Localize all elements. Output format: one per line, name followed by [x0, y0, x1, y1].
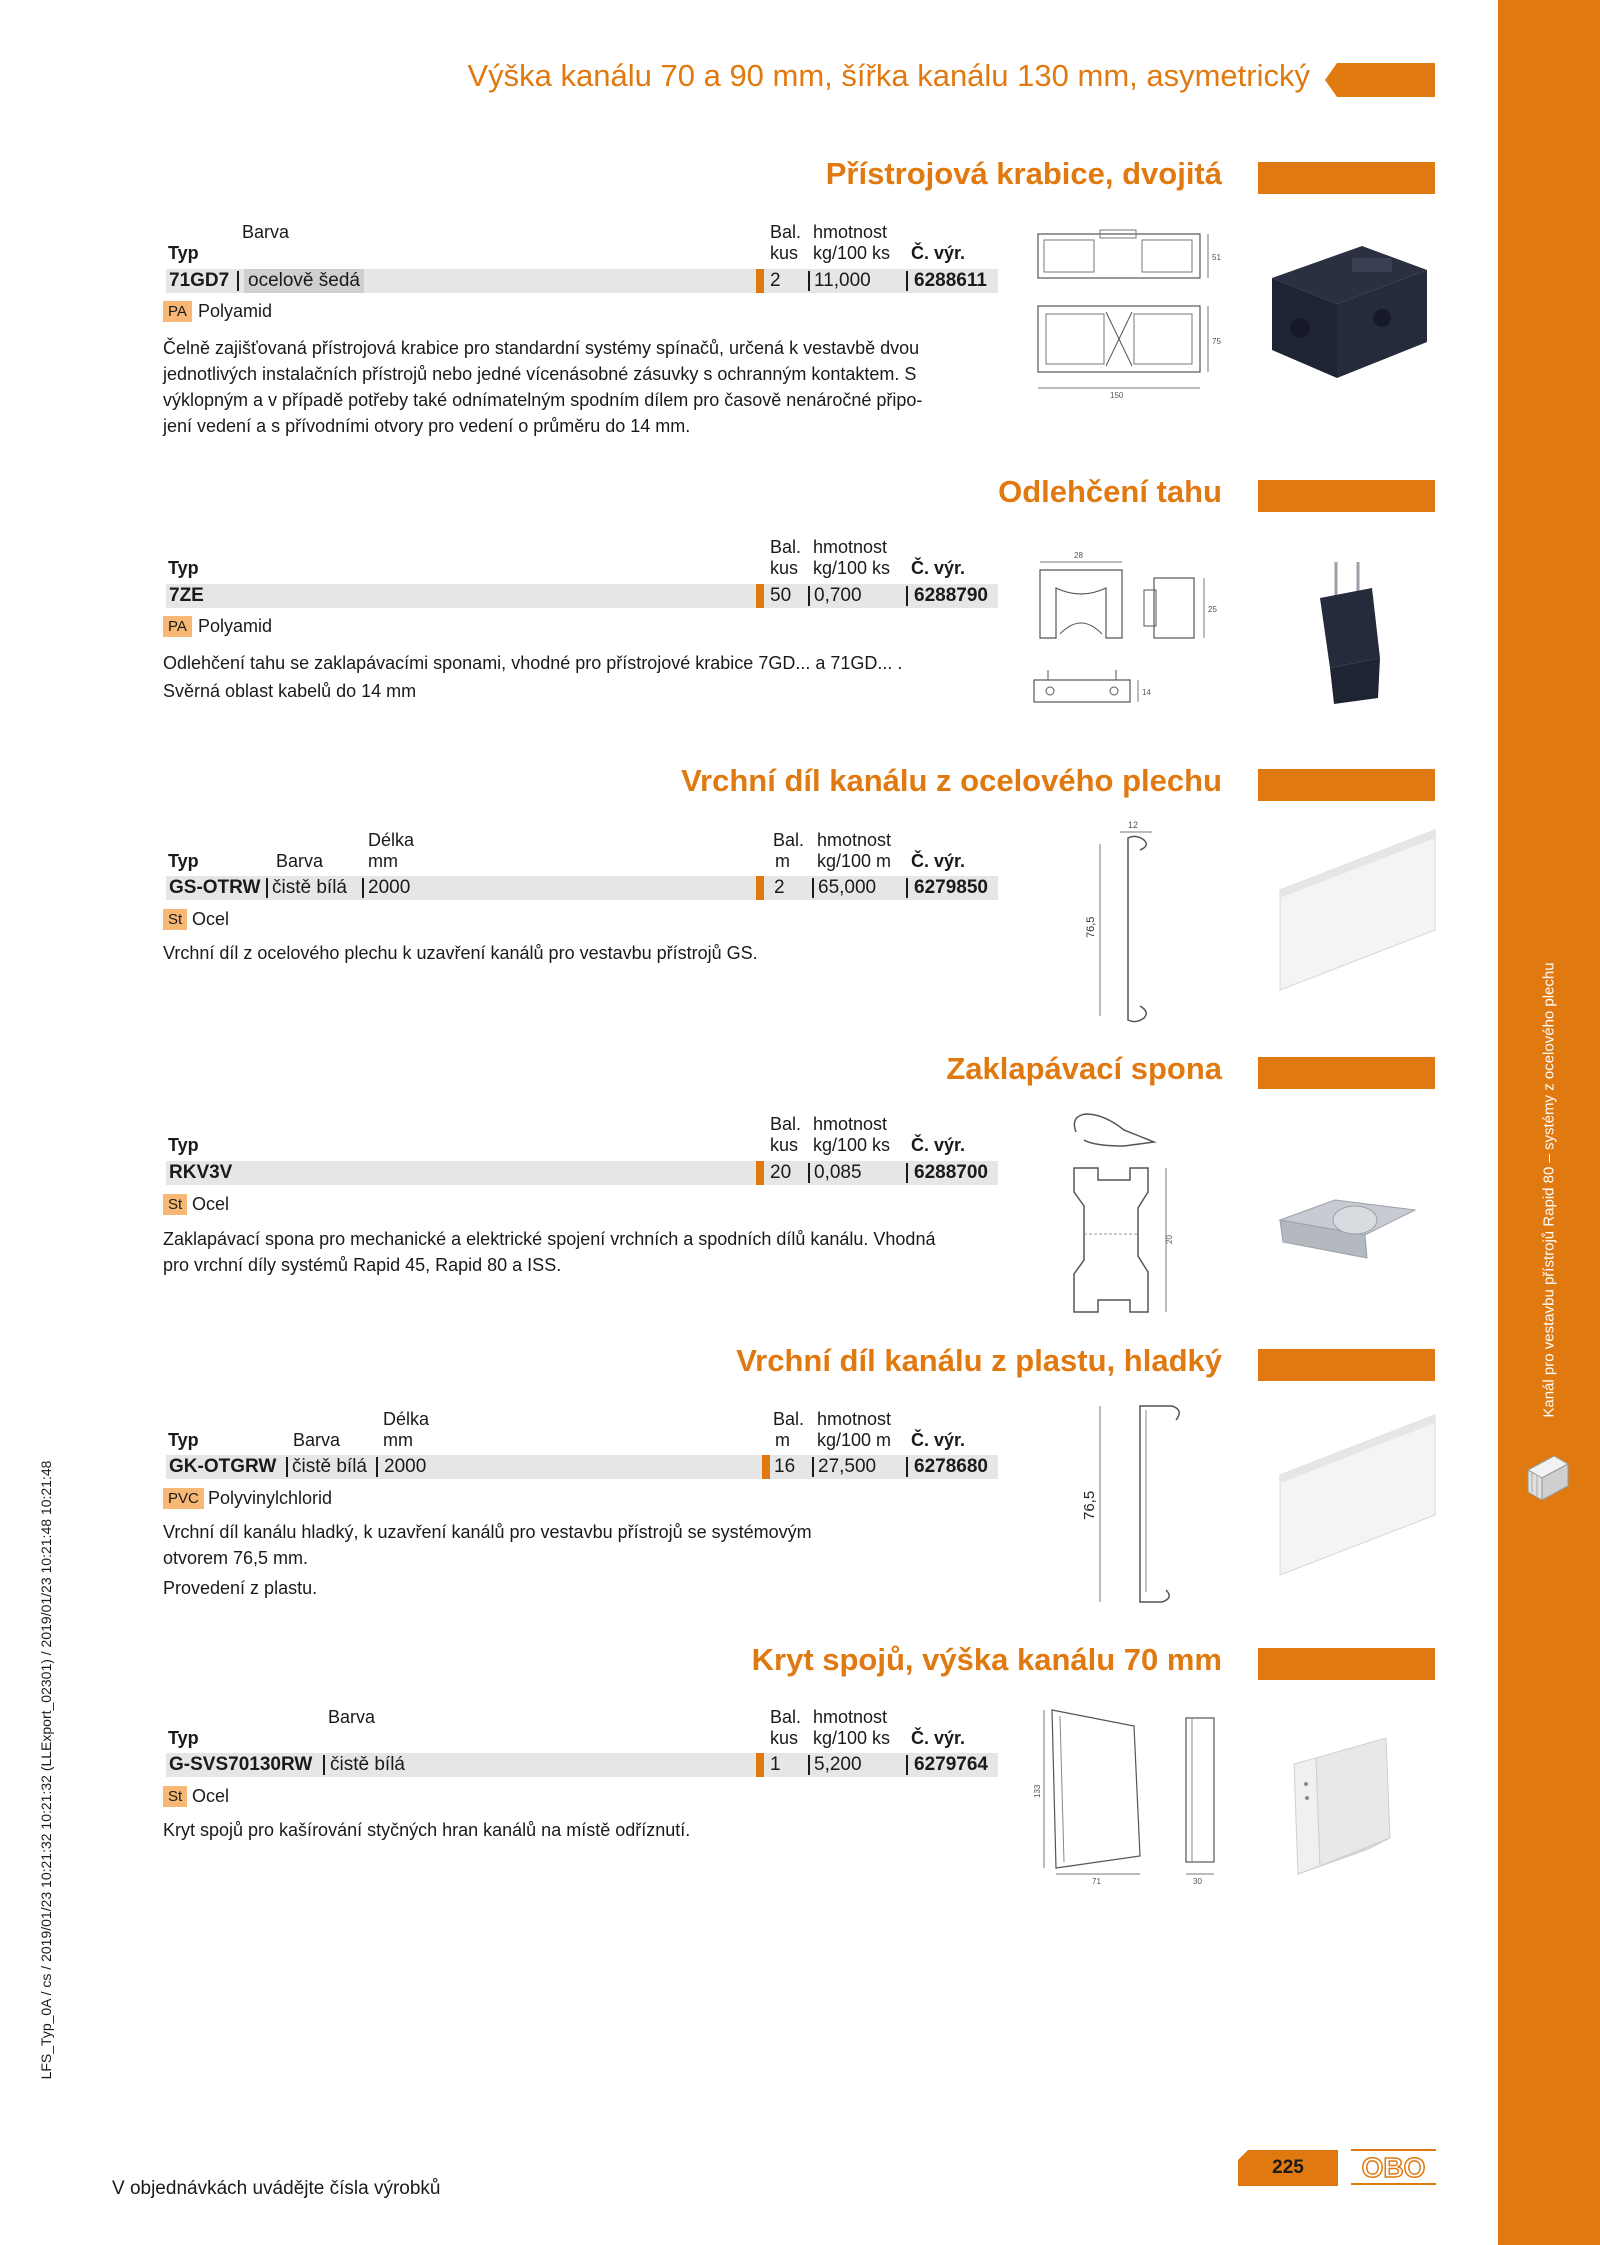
photo-strain-relief [1300, 558, 1400, 708]
pack-marker [756, 584, 764, 608]
cell-typ: 71GD7 [169, 270, 230, 291]
cell-cvyr: 6288611 [914, 270, 987, 291]
cell-typ: GK-OTGRW [169, 1456, 277, 1477]
col-header-hmotnost-unit: kg/100 m [817, 851, 892, 871]
cell-bal: 20 [770, 1162, 792, 1183]
section-description: Vrchní díl z ocelového plechu k uzavření kanálů pro vestavbu přístrojů GS. [163, 943, 758, 963]
photo-clip [1275, 1180, 1425, 1270]
dim-76-5: 76,5 [1085, 916, 1097, 938]
dim-51: 51 [1212, 253, 1221, 262]
drawing-steel-cover [1080, 818, 1190, 1028]
col-header-bal: Bal. [770, 1114, 802, 1134]
drawing-double-box [1030, 220, 1230, 405]
col-header-typ: Typ [168, 1135, 199, 1155]
col-header-hmotnost-unit: kg/100 ks [813, 558, 891, 578]
cell-cvyr: 6278680 [914, 1456, 988, 1477]
col-header-typ: Typ [168, 1430, 199, 1450]
col-header-bal-unit: kus [770, 243, 799, 263]
pack-marker [762, 1455, 770, 1479]
col-header-hmotnost: hmotnost [817, 830, 892, 850]
cell-cvyr: 6279764 [914, 1754, 988, 1775]
col-header-cvyr: Č. výr. [911, 1430, 966, 1450]
photo-double-box [1262, 238, 1434, 386]
col-header-bal: Bal. [770, 222, 802, 242]
section-title-1: Přístrojová krabice, dvojitá [825, 156, 1222, 191]
col-header-delka: Délka [383, 1409, 430, 1429]
page-number-badge [1238, 2150, 1338, 2186]
pack-marker [756, 1161, 764, 1185]
cell-barva: čistě bílá [272, 877, 347, 898]
cell-delka: 2000 [384, 1456, 427, 1477]
section-title-3: Vrchní díl kanálu z ocelového plechu [681, 763, 1222, 798]
dim-20: 20 [1165, 1235, 1174, 1244]
material-tag: St [163, 1786, 187, 1807]
cell-typ: RKV3V [169, 1162, 233, 1183]
col-header-hmotnost: hmotnost [813, 537, 888, 557]
print-metadata: LFS_Typ_0A / cs / 2019/01/23 10:21:32 10:21:32 (LLExport_02301) / 2019/01/23 10:21:48 10:21:48 [38, 1460, 54, 2080]
col-header-typ: Typ [168, 851, 199, 871]
drawing-clip [1064, 1110, 1194, 1322]
col-header-bal-unit: kus [770, 1728, 799, 1748]
section-title-6: Kryt spojů, výška kanálu 70 mm [751, 1642, 1222, 1677]
cell-hmotnost: 0,085 [814, 1162, 862, 1183]
section-description: Čelně zajišťovaná přístrojová krabice pro standardní systémy spínačů, určená k vestavbě dvou jednotlivých instalačních přístrojů nebo jedné vícenásobné zásuvky s ochranným kontaktem. S výklopným a v případě potřeby také odnímatelným spodním dílem pro časově nenáročné připo- jení vedení a s přívodními otvory pro vedení o průměru do 14 mm. [163, 338, 923, 436]
col-header-bal: Bal. [770, 1707, 802, 1727]
col-header-cvyr: Č. výr. [911, 1728, 966, 1748]
cell-cvyr: 6288700 [914, 1162, 988, 1183]
col-header-cvyr: Č. výr. [911, 1135, 966, 1155]
col-header-cvyr: Č. výr. [911, 243, 966, 263]
col-header-delka-unit: mm [368, 851, 398, 871]
col-header-cvyr: Č. výr. [911, 851, 966, 871]
drawing-strain-relief [1030, 548, 1230, 723]
obo-logo-text: OBO [1361, 2152, 1426, 2183]
col-header-typ: Typ [168, 1728, 199, 1748]
section-description: Vrchní díl kanálu hladký, k uzavření kanálů pro vestavbu přístrojů se systémovým otvorem 76,5 mm. Provedení z plastu. [163, 1522, 812, 1598]
dim-133: 133 [1033, 1784, 1042, 1798]
col-header-barva: Barva [276, 851, 324, 871]
col-header-bal-unit: m [775, 1430, 790, 1450]
page-number: 225 [1272, 2157, 1304, 2178]
cell-hmotnost: 65,000 [818, 877, 877, 898]
section-bar-1 [1258, 162, 1435, 194]
material-name: Ocel [192, 1194, 230, 1214]
col-header-hmotnost: hmotnost [813, 1707, 888, 1727]
cell-typ: 7ZE [169, 585, 204, 606]
material-name: Ocel [192, 909, 230, 929]
col-header-delka: Délka [368, 830, 415, 850]
section-bar-3 [1258, 769, 1435, 801]
col-header-typ: Typ [168, 558, 199, 578]
table-row [166, 1161, 998, 1185]
col-header-barva: Barva [242, 222, 290, 242]
pack-marker [756, 1753, 764, 1777]
cell-barva: čistě bílá [330, 1754, 405, 1775]
photo-plastic-cover [1275, 1405, 1440, 1585]
material-name: Polyvinylchlorid [208, 1488, 333, 1508]
section-bar-4 [1258, 1057, 1435, 1089]
dim-28: 28 [1074, 551, 1083, 560]
sidebar-title: Kanál pro vestavbu přístrojů Rapid 80 – systémy z ocelového plechu [1540, 962, 1558, 1418]
photo-steel-cover [1275, 820, 1440, 1000]
col-header-barva: Barva [328, 1707, 376, 1727]
col-header-delka-unit: mm [383, 1430, 413, 1450]
col-header-hmotnost: hmotnost [817, 1409, 892, 1429]
material-name: Polyamid [198, 616, 273, 636]
col-header-barva: Barva [293, 1430, 341, 1450]
cell-cvyr: 6288790 [914, 585, 988, 606]
col-header-hmotnost-unit: kg/100 ks [813, 1728, 891, 1748]
col-header-hmotnost: hmotnost [813, 222, 888, 242]
table-row [166, 876, 998, 900]
dim-76-5: 76,5 [1081, 1490, 1098, 1520]
cell-hmotnost: 0,700 [814, 585, 862, 606]
material-name: Ocel [192, 1786, 230, 1806]
material-tag: PA [163, 301, 192, 322]
dim-30: 30 [1193, 1877, 1202, 1886]
cell-bal: 50 [770, 585, 792, 606]
col-header-hmotnost-unit: kg/100 ks [813, 243, 891, 263]
table-row [166, 269, 998, 293]
cell-hmotnost: 5,200 [814, 1754, 862, 1775]
section-bar-2 [1258, 480, 1435, 512]
pack-marker [756, 876, 764, 900]
footer-note: V objednávkách uvádějte čísla výrobků [112, 2178, 441, 2199]
col-header-bal: Bal. [770, 537, 802, 557]
material-tag: PA [163, 616, 192, 637]
cell-bal: 16 [774, 1456, 796, 1477]
section-bar-5 [1258, 1349, 1435, 1381]
cell-delka: 2000 [368, 877, 411, 898]
cell-cvyr: 6279850 [914, 877, 988, 898]
material-tag: PVC [163, 1488, 204, 1509]
cell-barva: čistě bílá [292, 1456, 367, 1477]
drawing-plastic-cover [1080, 1396, 1190, 1608]
cell-hmotnost: 27,500 [818, 1456, 877, 1477]
cell-typ: G-SVS70130RW [169, 1754, 313, 1775]
material-tag: St [163, 909, 187, 930]
col-header-bal-unit: kus [770, 558, 799, 578]
cell-bal: 2 [774, 877, 785, 898]
cell-typ: GS-OTRW [169, 877, 261, 898]
col-header-hmotnost: hmotnost [813, 1114, 888, 1134]
section-title-2: Odlehčení tahu [998, 474, 1222, 509]
col-header-hmotnost-unit: kg/100 m [817, 1430, 892, 1450]
channel-thumbnail-icon [1524, 1452, 1572, 1504]
page-header-title: Výška kanálu 70 a 90 mm, šířka kanálu 130 mm, asymetrický [467, 58, 1310, 93]
cell-bal: 1 [770, 1754, 781, 1775]
header-flag-marker [1325, 63, 1435, 97]
material-tag: St [163, 1194, 187, 1215]
section-description: Zaklapávací spona pro mechanické a elektrické spojení vrchních a spodních dílů kanálu. Vhodná pro vrchní díly systémů Rapid 45, Rapid 80 a ISS. [163, 1229, 936, 1275]
section-title-4: Zaklapávací spona [946, 1051, 1222, 1086]
cell-hmotnost: 11,000 [814, 270, 871, 291]
table-row [166, 584, 998, 608]
photo-joint-cover [1290, 1734, 1410, 1884]
dim-150: 150 [1110, 391, 1124, 400]
section-title-5: Vrchní díl kanálu z plastu, hladký [736, 1343, 1222, 1378]
material-name: Polyamid [198, 301, 273, 321]
section-bar-6 [1258, 1648, 1435, 1680]
dim-12: 12 [1128, 820, 1139, 830]
table-row [166, 1455, 998, 1479]
col-header-cvyr: Č. výr. [911, 558, 966, 578]
col-header-bal: Bal. [773, 1409, 805, 1429]
pack-marker [756, 269, 764, 293]
section-description: Kryt spojů pro kašírování styčných hran kanálů na místě odříznutí. [163, 1820, 691, 1840]
section-description: Odlehčení tahu se zaklapávacími sponami, vhodné pro přístrojové krabice 7GD... a 71GD... . Svěrná oblast kabelů do 14 mm [163, 653, 903, 701]
col-header-bal-unit: m [775, 851, 790, 871]
table-row [166, 1753, 998, 1777]
cell-barva: ocelově šedá [244, 269, 364, 293]
col-header-bal: Bal. [773, 830, 805, 850]
cell-bal: 2 [770, 270, 781, 291]
col-header-hmotnost-unit: kg/100 ks [813, 1135, 891, 1155]
dim-14: 14 [1142, 688, 1151, 697]
col-header-typ: Typ [168, 243, 199, 263]
dim-75: 75 [1212, 337, 1221, 346]
dim-71: 71 [1092, 1877, 1101, 1886]
obo-logo [1351, 2147, 1436, 2187]
dim-25: 25 [1208, 605, 1217, 614]
col-header-bal-unit: kus [770, 1135, 799, 1155]
drawing-joint-cover [1030, 1706, 1230, 1886]
